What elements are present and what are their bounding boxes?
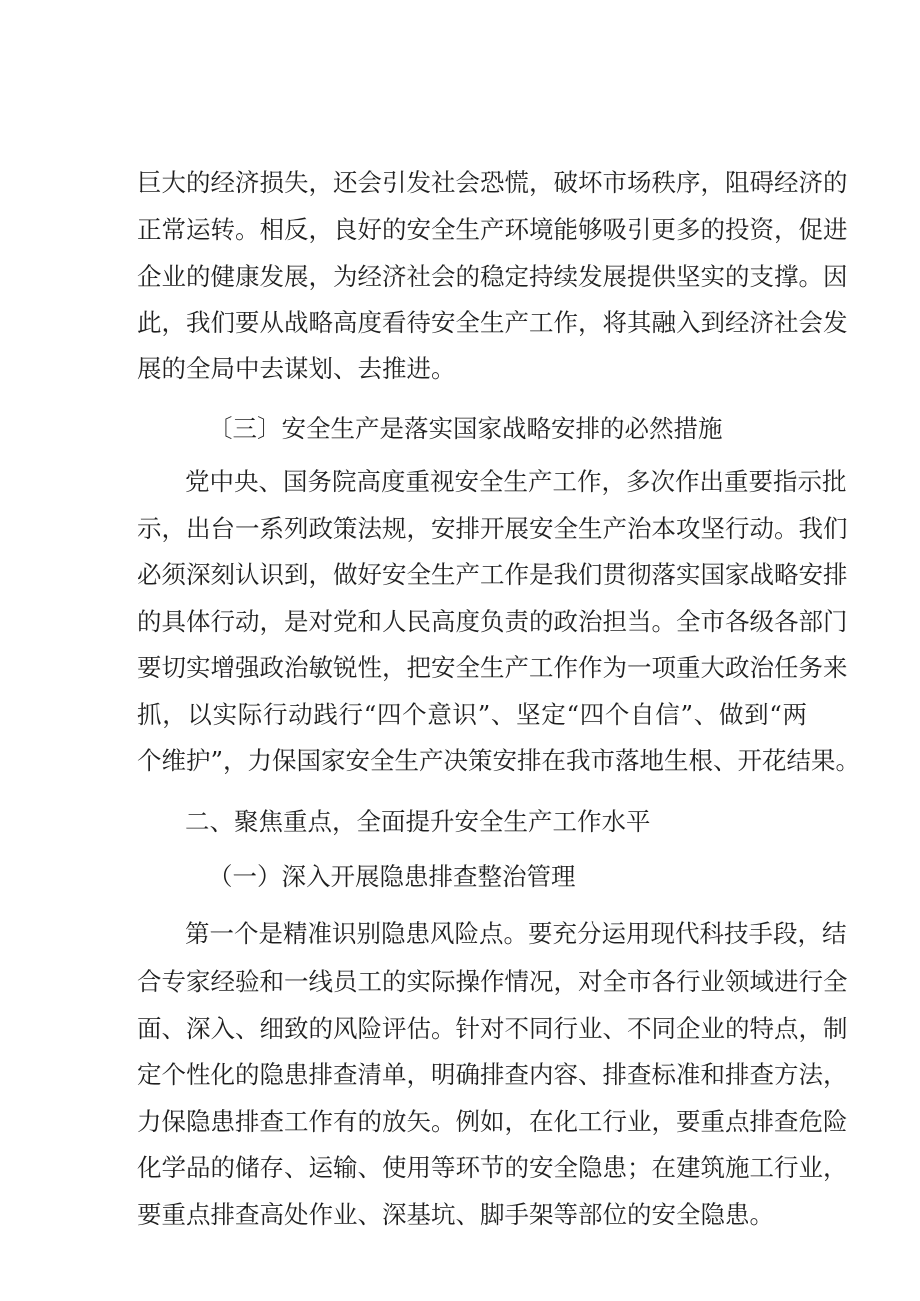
body-text-line: 定个性化的隐患排查清单，明确排查内容、排查标准和排查方法， (137, 1060, 848, 1089)
chapter-heading: 二、聚焦重点，全面提升安全生产工作水平 (185, 807, 651, 836)
body-text-line: 力保隐患排查工作有的放矢。例如，在化工行业，要重点排查危险 (137, 1107, 848, 1136)
body-text-line: 展的全局中去谋划、去推进。 (137, 354, 456, 383)
body-text-line: 党中央、国务院高度重视安全生产工作，多次作出重要指示批 (185, 467, 847, 496)
body-text-line: 个维护”，力保国家安全生产决策安排在我市落地生根、开花结果。 (137, 746, 861, 775)
body-text-line: 的具体行动，是对党和人民高度负责的政治担当。全市各级各部门 (137, 607, 848, 636)
section-heading: 〔三〕安全生产是落实国家战略安排的必然措施 (208, 414, 723, 443)
section-heading: （一）深入开展隐患排查整治管理 (208, 862, 576, 891)
body-text-line: 要重点排查高处作业、深基坑、脚手架等部位的安全隐患。 (137, 1200, 774, 1229)
body-text-line: 示，出台一系列政策法规，安排开展安全生产治本攻坚行动。我们 (137, 514, 848, 543)
body-text-line: 抓，以实际行动践行“四个意识”、坚定“四个自信”、做到“两 (137, 700, 807, 729)
body-text-line: 面、深入、细致的风险评估。针对不同行业、不同企业的特点，制 (137, 1014, 848, 1043)
body-text-line: 合专家经验和一线员工的实际操作情况，对全市各行业领域进行全 (137, 967, 848, 996)
body-text-line: 第一个是精准识别隐患风险点。要充分运用现代科技手段，结 (185, 919, 847, 948)
body-text-line: 要切实增强政治敏锐性，把安全生产工作作为一项重大政治任务来 (137, 653, 848, 682)
body-text-line: 化学品的储存、运输、使用等环节的安全隐患；在建筑施工行业， (137, 1153, 848, 1182)
body-text-line: 巨大的经济损失，还会引发社会恐慌，破坏市场秩序，阻碍经济的 (137, 168, 848, 197)
body-text-line: 企业的健康发展，为经济社会的稳定持续发展提供坚实的支撑。因 (137, 262, 848, 291)
body-text-line: 必须深刻认识到，做好安全生产工作是我们贯彻落实国家战略安排 (137, 560, 848, 589)
body-text-line: 此，我们要从战略高度看待安全生产工作，将其融入到经济社会发 (137, 308, 848, 337)
body-text-line: 正常运转。相反，良好的安全生产环境能够吸引更多的投资，促进 (137, 215, 848, 244)
